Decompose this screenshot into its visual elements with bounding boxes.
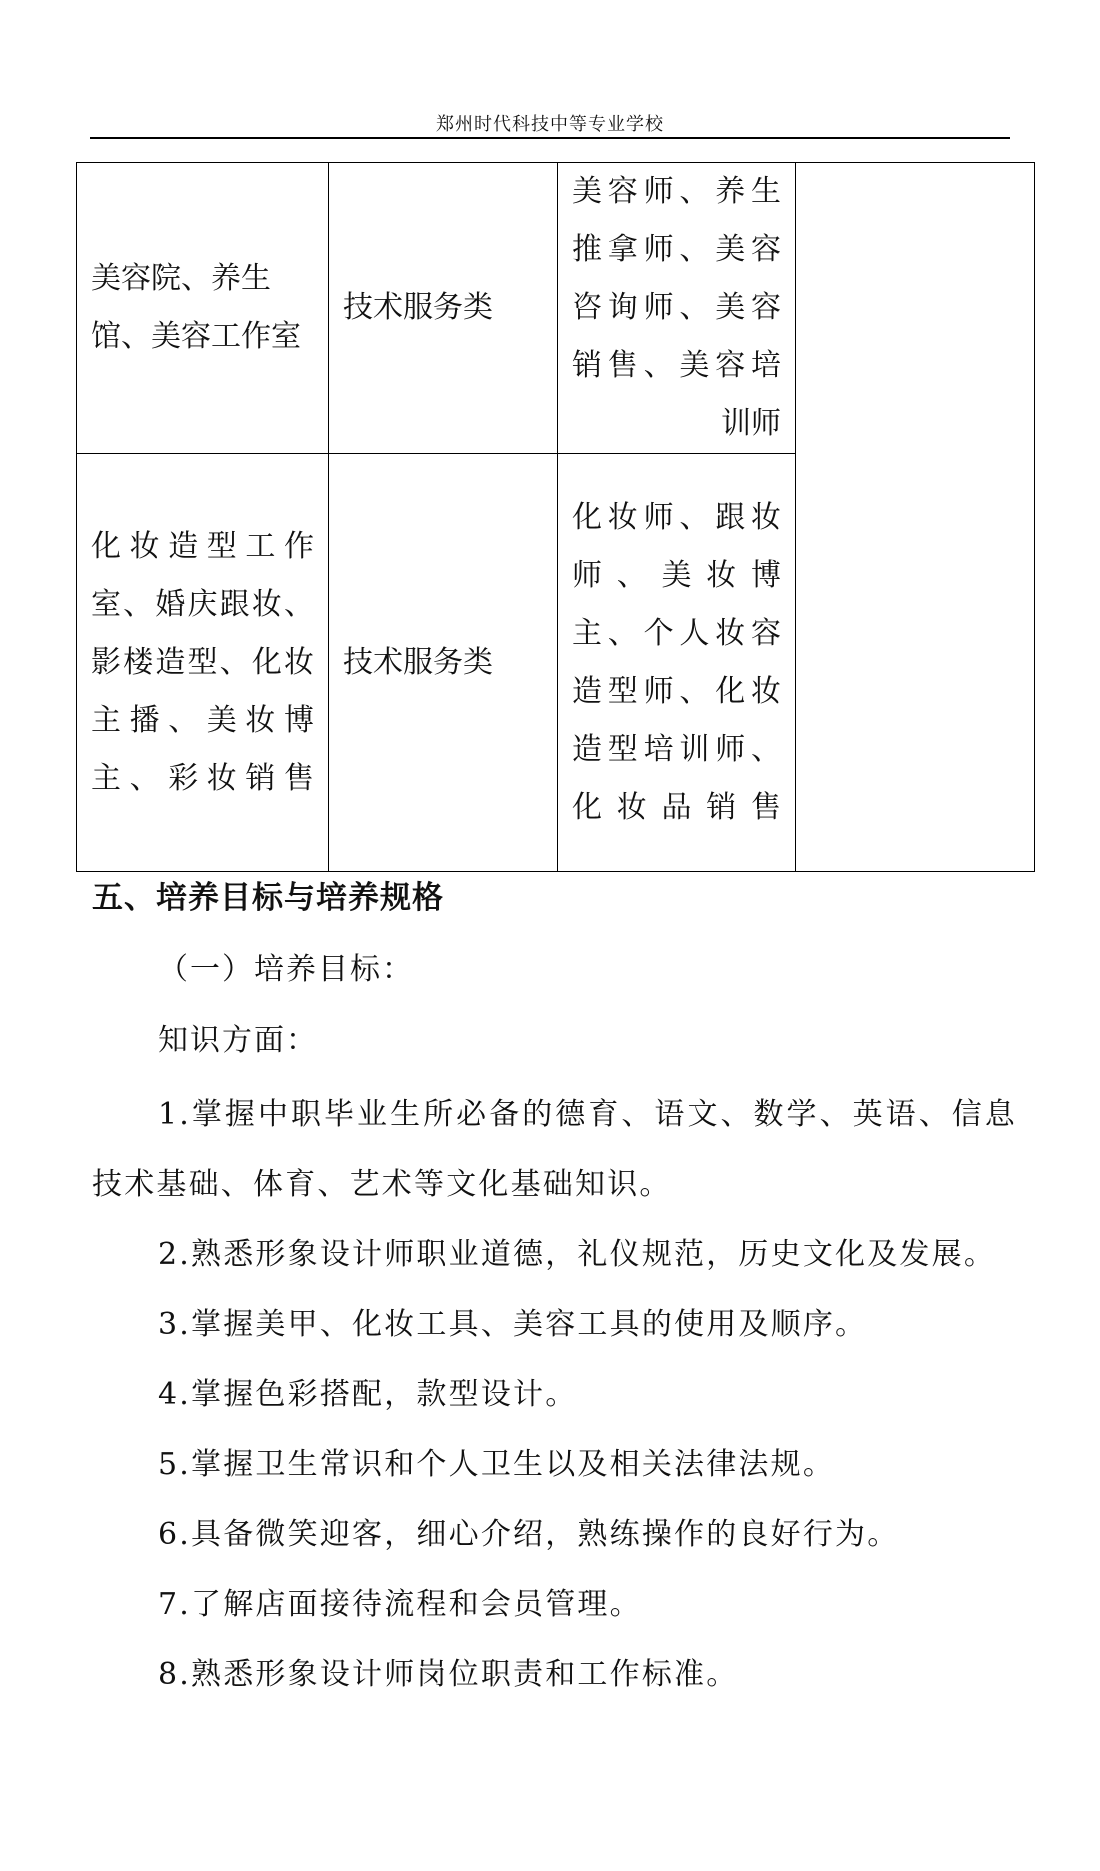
roles-cell [558, 454, 796, 872]
category-text: 技术服务类 [343, 290, 493, 325]
category-text: 技术服务类 [343, 644, 493, 680]
knowledge-label: 知识方面： [158, 1023, 318, 1058]
list-item: 8.熟悉形象设计师岗位职责和工作标准。 [158, 1657, 739, 1692]
table-row [77, 163, 1035, 454]
roles-text: 化妆师、跟妆师、美妆博主、个人妆容造型师、化妆造型培训师、化妆品销售 [572, 499, 781, 825]
roles-text: 美容师、养生推拿师、美容咨询师、美容销售、美容培训师 [572, 174, 781, 441]
career-table [76, 162, 1035, 872]
roles-cell [558, 163, 796, 454]
list-item: 5.掌握卫生常识和个人卫生以及相关法律法规。 [158, 1447, 836, 1482]
list-item: 6.具备微笑迎客，细心介绍，熟练操作的良好行为。 [158, 1517, 900, 1552]
workplace-text: 美容院、养生馆、美容工作室 [91, 261, 301, 354]
workplace-cell [77, 454, 329, 872]
workplace-text: 化妆造型工作室、婚庆跟妆、影楼造型、化妆主播、美妆博主、彩妆销售 [91, 528, 314, 796]
knowledge-list [92, 1080, 1017, 1710]
header-divider [90, 137, 1010, 139]
empty-cell [796, 163, 1035, 872]
category-cell [329, 163, 558, 454]
subsection-heading: （一）培养目标： [158, 952, 414, 987]
list-item: 4.掌握色彩搭配，款型设计。 [158, 1377, 578, 1412]
list-item: 7.了解店面接待流程和会员管理。 [158, 1587, 642, 1622]
header-school-name: 郑州时代科技中等专业学校 [436, 114, 664, 135]
section-heading: 五、培养目标与培养规格 [92, 880, 444, 916]
list-item: 2.熟悉形象设计师职业道德，礼仪规范，历史文化及发展。 [158, 1237, 997, 1272]
list-item: 1.掌握中职毕业生所必备的德育、语文、数学、英语、信息技术基础、体育、艺术等文化基础知识。 [92, 1097, 1017, 1202]
list-item: 3.掌握美甲、化妆工具、美容工具的使用及顺序。 [158, 1307, 868, 1342]
category-cell [329, 454, 558, 872]
workplace-cell [77, 163, 329, 454]
